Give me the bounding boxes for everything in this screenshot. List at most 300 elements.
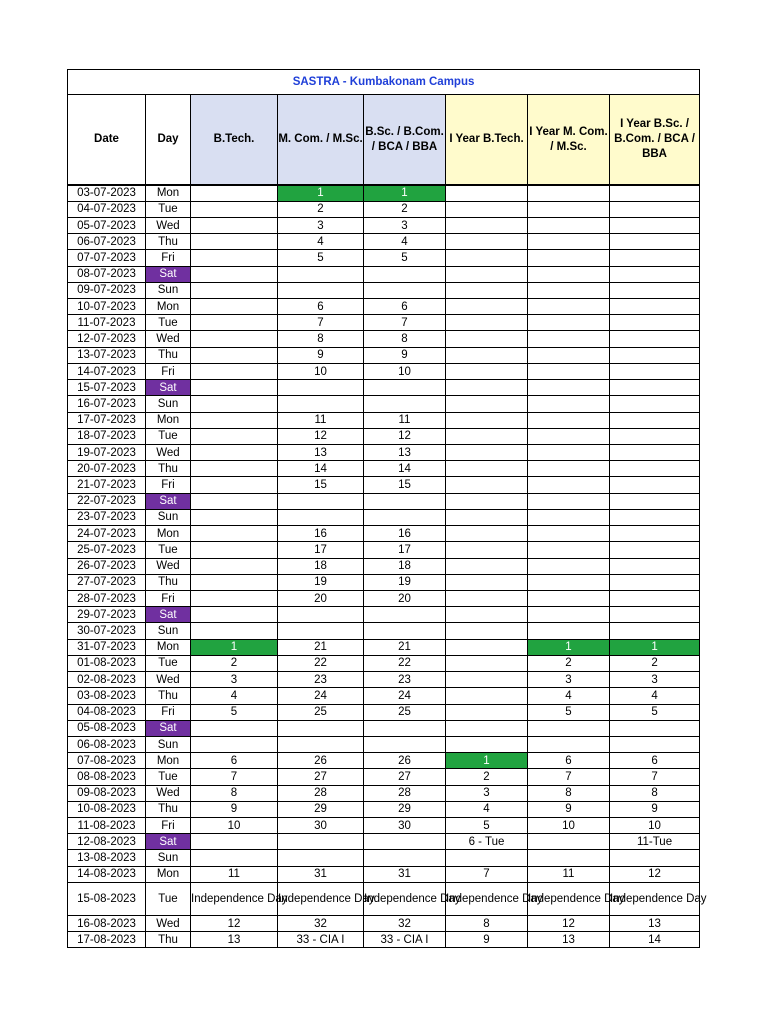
date-cell: 01-08-2023 — [68, 655, 146, 671]
table-row — [68, 217, 700, 233]
table-row — [68, 558, 700, 574]
schedule-cell — [446, 234, 528, 250]
schedule-cell — [446, 623, 528, 639]
schedule-cell — [528, 461, 610, 477]
schedule-cell: 6 — [364, 299, 446, 315]
table-row — [68, 266, 700, 282]
day-cell: Sun — [146, 282, 191, 298]
table-row — [68, 655, 700, 671]
schedule-cell: 3 — [364, 217, 446, 233]
schedule-cell: 13 — [191, 932, 278, 948]
day-cell: Sun — [146, 736, 191, 752]
schedule-cell — [528, 428, 610, 444]
schedule-cell — [446, 217, 528, 233]
schedule-cell — [191, 234, 278, 250]
schedule-cell — [610, 250, 700, 266]
table-row — [68, 736, 700, 752]
schedule-cell: 6 - Tue — [446, 834, 528, 850]
schedule-cell: 22 — [364, 655, 446, 671]
date-cell: 09-08-2023 — [68, 785, 146, 801]
schedule-cell: 25 — [364, 704, 446, 720]
table-row — [68, 250, 700, 266]
schedule-cell: 23 — [278, 672, 364, 688]
schedule-cell: 10 — [191, 818, 278, 834]
date-cell: 08-08-2023 — [68, 769, 146, 785]
schedule-cell: Independence Day — [191, 882, 278, 915]
date-cell: 20-07-2023 — [68, 461, 146, 477]
schedule-cell — [610, 412, 700, 428]
date-cell: 16-08-2023 — [68, 915, 146, 931]
day-cell: Tue — [146, 882, 191, 915]
schedule-cell: 22 — [278, 655, 364, 671]
header-btech: B.Tech. — [191, 95, 278, 186]
day-cell: Mon — [146, 866, 191, 882]
schedule-cell — [191, 623, 278, 639]
date-cell: 25-07-2023 — [68, 542, 146, 558]
schedule-cell: 2 — [446, 769, 528, 785]
schedule-cell: 28 — [278, 785, 364, 801]
schedule-cell: 13 — [610, 915, 700, 931]
date-cell: 31-07-2023 — [68, 639, 146, 655]
table-row — [68, 866, 700, 882]
schedule-cell — [278, 282, 364, 298]
schedule-cell — [446, 396, 528, 412]
schedule-cell: 13 — [278, 445, 364, 461]
day-cell: Fri — [146, 704, 191, 720]
schedule-cell: Independence Day — [278, 882, 364, 915]
day-cell: Thu — [146, 574, 191, 590]
schedule-cell — [446, 639, 528, 655]
header-mcom-msc: M. Com. / M.Sc. — [278, 95, 364, 186]
schedule-cell — [191, 607, 278, 623]
schedule-cell: 10 — [278, 363, 364, 379]
schedule-cell: 3 — [446, 785, 528, 801]
day-cell-saturday: Sat — [146, 720, 191, 736]
schedule-cell — [610, 493, 700, 509]
day-cell: Sun — [146, 623, 191, 639]
schedule-cell: 24 — [364, 688, 446, 704]
schedule-cell: 6 — [528, 753, 610, 769]
table-row — [68, 331, 700, 347]
schedule-cell-start-highlight: 1 — [446, 753, 528, 769]
schedule-cell: 31 — [278, 866, 364, 882]
day-cell: Wed — [146, 331, 191, 347]
schedule-cell: 4 — [364, 234, 446, 250]
schedule-cell — [446, 445, 528, 461]
schedule-cell: 14 — [364, 461, 446, 477]
schedule-cell — [191, 428, 278, 444]
schedule-cell: 19 — [364, 574, 446, 590]
day-cell: Sun — [146, 396, 191, 412]
schedule-cell — [191, 201, 278, 217]
schedule-cell — [191, 250, 278, 266]
schedule-cell: 8 — [191, 785, 278, 801]
schedule-cell — [191, 412, 278, 428]
date-cell: 05-08-2023 — [68, 720, 146, 736]
schedule-cell — [364, 607, 446, 623]
schedule-cell — [446, 315, 528, 331]
schedule-cell — [528, 266, 610, 282]
schedule-cell — [528, 590, 610, 606]
table-row — [68, 526, 700, 542]
schedule-cell — [191, 396, 278, 412]
schedule-cell: 12 — [528, 915, 610, 931]
schedule-cell: Independence Day — [446, 882, 528, 915]
schedule-cell: 9 — [610, 801, 700, 817]
schedule-cell: 3 — [528, 672, 610, 688]
schedule-cell — [446, 347, 528, 363]
schedule-cell — [610, 542, 700, 558]
schedule-cell — [446, 282, 528, 298]
date-cell: 02-08-2023 — [68, 672, 146, 688]
day-cell: Fri — [146, 363, 191, 379]
schedule-cell — [610, 558, 700, 574]
schedule-cell: 20 — [364, 590, 446, 606]
schedule-cell: 18 — [278, 558, 364, 574]
day-cell: Wed — [146, 558, 191, 574]
day-cell: Tue — [146, 655, 191, 671]
table-row — [68, 672, 700, 688]
schedule-cell-start-highlight: 1 — [191, 639, 278, 655]
schedule-cell: 7 — [191, 769, 278, 785]
table-row — [68, 445, 700, 461]
schedule-cell: 27 — [364, 769, 446, 785]
schedule-cell: 12 — [610, 866, 700, 882]
table-row — [68, 704, 700, 720]
schedule-cell — [446, 509, 528, 525]
table-row — [68, 299, 700, 315]
table-row — [68, 363, 700, 379]
schedule-cell — [278, 623, 364, 639]
schedule-cell — [446, 428, 528, 444]
schedule-cell — [446, 736, 528, 752]
schedule-cell — [610, 282, 700, 298]
day-cell: Thu — [146, 688, 191, 704]
schedule-cell: 16 — [364, 526, 446, 542]
schedule-cell: 4 — [278, 234, 364, 250]
schedule-cell: 11 — [364, 412, 446, 428]
schedule-cell: 6 — [278, 299, 364, 315]
schedule-cell — [191, 558, 278, 574]
schedule-cell: 9 — [191, 801, 278, 817]
date-cell: 27-07-2023 — [68, 574, 146, 590]
schedule-cell — [191, 347, 278, 363]
schedule-cell — [446, 607, 528, 623]
date-cell: 11-07-2023 — [68, 315, 146, 331]
schedule-cell: 12 — [364, 428, 446, 444]
date-cell: 14-08-2023 — [68, 866, 146, 882]
schedule-cell: 12 — [191, 915, 278, 931]
table-row — [68, 201, 700, 217]
schedule-cell: 30 — [364, 818, 446, 834]
schedule-cell — [610, 234, 700, 250]
schedule-cell: 6 — [191, 753, 278, 769]
date-cell: 21-07-2023 — [68, 477, 146, 493]
day-cell: Mon — [146, 526, 191, 542]
date-cell: 09-07-2023 — [68, 282, 146, 298]
day-cell: Fri — [146, 477, 191, 493]
schedule-cell — [528, 542, 610, 558]
table-row — [68, 590, 700, 606]
schedule-cell: 3 — [610, 672, 700, 688]
schedule-cell: Independence Day — [610, 882, 700, 915]
table-row — [68, 542, 700, 558]
day-cell: Sun — [146, 850, 191, 866]
day-cell: Wed — [146, 217, 191, 233]
schedule-cell — [528, 217, 610, 233]
schedule-cell: 27 — [278, 769, 364, 785]
schedule-cell — [528, 363, 610, 379]
schedule-cell — [610, 380, 700, 396]
schedule-cell — [610, 347, 700, 363]
day-cell: Thu — [146, 932, 191, 948]
schedule-cell — [446, 850, 528, 866]
table-row — [68, 882, 700, 915]
schedule-cell — [191, 445, 278, 461]
date-cell: 17-07-2023 — [68, 412, 146, 428]
schedule-cell — [364, 736, 446, 752]
schedule-cell: 4 — [610, 688, 700, 704]
schedule-cell: 14 — [278, 461, 364, 477]
schedule-cell: 9 — [278, 347, 364, 363]
schedule-cell — [446, 704, 528, 720]
schedule-cell — [528, 736, 610, 752]
schedule-cell: 2 — [364, 201, 446, 217]
schedule-cell — [610, 736, 700, 752]
day-cell: Fri — [146, 590, 191, 606]
schedule-cell: 7 — [364, 315, 446, 331]
schedule-cell — [364, 282, 446, 298]
schedule-cell: 10 — [364, 363, 446, 379]
schedule-cell — [528, 445, 610, 461]
schedule-cell: 32 — [364, 915, 446, 931]
table-row — [68, 315, 700, 331]
schedule-cell: 30 — [278, 818, 364, 834]
table-row — [68, 380, 700, 396]
date-cell: 14-07-2023 — [68, 363, 146, 379]
table-row — [68, 509, 700, 525]
schedule-cell: 18 — [364, 558, 446, 574]
schedule-cell — [446, 526, 528, 542]
schedule-cell — [191, 526, 278, 542]
date-cell: 16-07-2023 — [68, 396, 146, 412]
schedule-cell: 10 — [610, 818, 700, 834]
date-cell: 13-08-2023 — [68, 850, 146, 866]
schedule-cell-start-highlight: 1 — [278, 185, 364, 201]
schedule-cell — [278, 266, 364, 282]
header-i-year-bsc-bcom-bca-bba: I Year B.Sc. / B.Com. / BCA / BBA — [610, 95, 700, 186]
schedule-cell — [446, 688, 528, 704]
table-row — [68, 185, 700, 201]
schedule-cell: 2 — [191, 655, 278, 671]
day-cell: Wed — [146, 915, 191, 931]
schedule-cell: 8 — [364, 331, 446, 347]
date-cell: 18-07-2023 — [68, 428, 146, 444]
table-row — [68, 623, 700, 639]
schedule-cell: 15 — [364, 477, 446, 493]
schedule-cell: 20 — [278, 590, 364, 606]
header-bsc-bcom-bca-bba: B.Sc. / B.Com. / BCA / BBA — [364, 95, 446, 186]
schedule-cell — [610, 201, 700, 217]
schedule-cell — [528, 282, 610, 298]
schedule-cell: 19 — [278, 574, 364, 590]
schedule-cell — [528, 623, 610, 639]
schedule-cell — [191, 282, 278, 298]
date-cell: 17-08-2023 — [68, 932, 146, 948]
date-cell: 11-08-2023 — [68, 818, 146, 834]
date-cell: 24-07-2023 — [68, 526, 146, 542]
table-row — [68, 850, 700, 866]
schedule-cell — [191, 736, 278, 752]
schedule-cell — [191, 493, 278, 509]
schedule-cell — [364, 623, 446, 639]
day-cell: Mon — [146, 412, 191, 428]
table-row — [68, 720, 700, 736]
schedule-cell — [528, 347, 610, 363]
schedule-cell — [191, 850, 278, 866]
table-row — [68, 785, 700, 801]
schedule-cell: 21 — [278, 639, 364, 655]
schedule-cell — [191, 720, 278, 736]
schedule-cell — [528, 850, 610, 866]
schedule-cell — [191, 477, 278, 493]
schedule-cell — [364, 493, 446, 509]
schedule-cell: Independence Day — [364, 882, 446, 915]
schedule-cell: 6 — [610, 753, 700, 769]
schedule-cell — [191, 542, 278, 558]
schedule-cell: 9 — [528, 801, 610, 817]
schedule-cell: 24 — [278, 688, 364, 704]
schedule-cell — [610, 428, 700, 444]
schedule-cell — [528, 412, 610, 428]
schedule-cell — [528, 250, 610, 266]
schedule-cell: 14 — [610, 932, 700, 948]
schedule-cell — [191, 834, 278, 850]
date-cell: 13-07-2023 — [68, 347, 146, 363]
schedule-cell — [446, 331, 528, 347]
day-cell: Fri — [146, 250, 191, 266]
schedule-cell — [528, 234, 610, 250]
date-cell: 19-07-2023 — [68, 445, 146, 461]
schedule-cell — [364, 380, 446, 396]
schedule-cell — [446, 542, 528, 558]
date-cell: 07-07-2023 — [68, 250, 146, 266]
day-cell-saturday: Sat — [146, 493, 191, 509]
schedule-cell — [610, 461, 700, 477]
date-cell: 04-08-2023 — [68, 704, 146, 720]
schedule-cell — [446, 655, 528, 671]
schedule-cell — [528, 185, 610, 201]
schedule-cell: 5 — [191, 704, 278, 720]
schedule-cell: 15 — [278, 477, 364, 493]
schedule-cell — [610, 363, 700, 379]
schedule-cell: 2 — [610, 655, 700, 671]
table-row — [68, 412, 700, 428]
table-row — [68, 234, 700, 250]
calendar-title: SASTRA - Kumbakonam Campus — [68, 70, 700, 95]
schedule-cell: Independence Day — [528, 882, 610, 915]
schedule-cell: 16 — [278, 526, 364, 542]
date-cell: 22-07-2023 — [68, 493, 146, 509]
table-row — [68, 769, 700, 785]
date-cell: 03-07-2023 — [68, 185, 146, 201]
header-date: Date — [68, 95, 146, 186]
schedule-cell: 12 — [278, 428, 364, 444]
schedule-cell: 2 — [528, 655, 610, 671]
schedule-cell: 8 — [610, 785, 700, 801]
header-i-year-mcom-msc: I Year M. Com. / M.Sc. — [528, 95, 610, 186]
schedule-cell — [278, 396, 364, 412]
schedule-cell — [278, 607, 364, 623]
date-cell: 06-07-2023 — [68, 234, 146, 250]
date-cell: 15-08-2023 — [68, 882, 146, 915]
schedule-cell — [610, 299, 700, 315]
day-cell: Mon — [146, 639, 191, 655]
schedule-cell: 28 — [364, 785, 446, 801]
schedule-cell: 23 — [364, 672, 446, 688]
table-row — [68, 493, 700, 509]
schedule-cell: 3 — [191, 672, 278, 688]
schedule-cell: 4 — [191, 688, 278, 704]
schedule-cell: 33 - CIA I — [278, 932, 364, 948]
day-cell-saturday: Sat — [146, 266, 191, 282]
schedule-cell — [191, 590, 278, 606]
table-row — [68, 834, 700, 850]
schedule-cell — [610, 445, 700, 461]
schedule-cell — [528, 315, 610, 331]
schedule-cell — [364, 396, 446, 412]
schedule-cell — [446, 185, 528, 201]
day-cell: Tue — [146, 769, 191, 785]
day-cell: Tue — [146, 315, 191, 331]
schedule-cell — [446, 363, 528, 379]
schedule-cell — [278, 380, 364, 396]
schedule-cell: 5 — [610, 704, 700, 720]
schedule-cell — [446, 380, 528, 396]
schedule-cell: 4 — [446, 801, 528, 817]
schedule-cell — [528, 299, 610, 315]
table-row — [68, 753, 700, 769]
schedule-cell — [528, 396, 610, 412]
schedule-cell: 5 — [528, 704, 610, 720]
schedule-cell — [610, 315, 700, 331]
day-cell: Tue — [146, 542, 191, 558]
day-cell-saturday: Sat — [146, 834, 191, 850]
schedule-cell — [610, 185, 700, 201]
schedule-cell: 13 — [364, 445, 446, 461]
schedule-cell: 7 — [610, 769, 700, 785]
schedule-cell: 29 — [364, 801, 446, 817]
schedule-cell: 32 — [278, 915, 364, 931]
table-row — [68, 932, 700, 948]
schedule-cell — [446, 590, 528, 606]
schedule-cell-start-highlight: 1 — [364, 185, 446, 201]
schedule-cell — [610, 266, 700, 282]
schedule-cell: 5 — [446, 818, 528, 834]
schedule-cell: 8 — [278, 331, 364, 347]
schedule-cell — [610, 590, 700, 606]
date-cell: 05-07-2023 — [68, 217, 146, 233]
schedule-cell — [364, 266, 446, 282]
schedule-cell — [278, 834, 364, 850]
schedule-cell: 26 — [364, 753, 446, 769]
schedule-cell: 21 — [364, 639, 446, 655]
schedule-cell — [278, 720, 364, 736]
date-cell: 23-07-2023 — [68, 509, 146, 525]
schedule-cell — [528, 380, 610, 396]
schedule-cell — [191, 217, 278, 233]
day-cell: Mon — [146, 299, 191, 315]
